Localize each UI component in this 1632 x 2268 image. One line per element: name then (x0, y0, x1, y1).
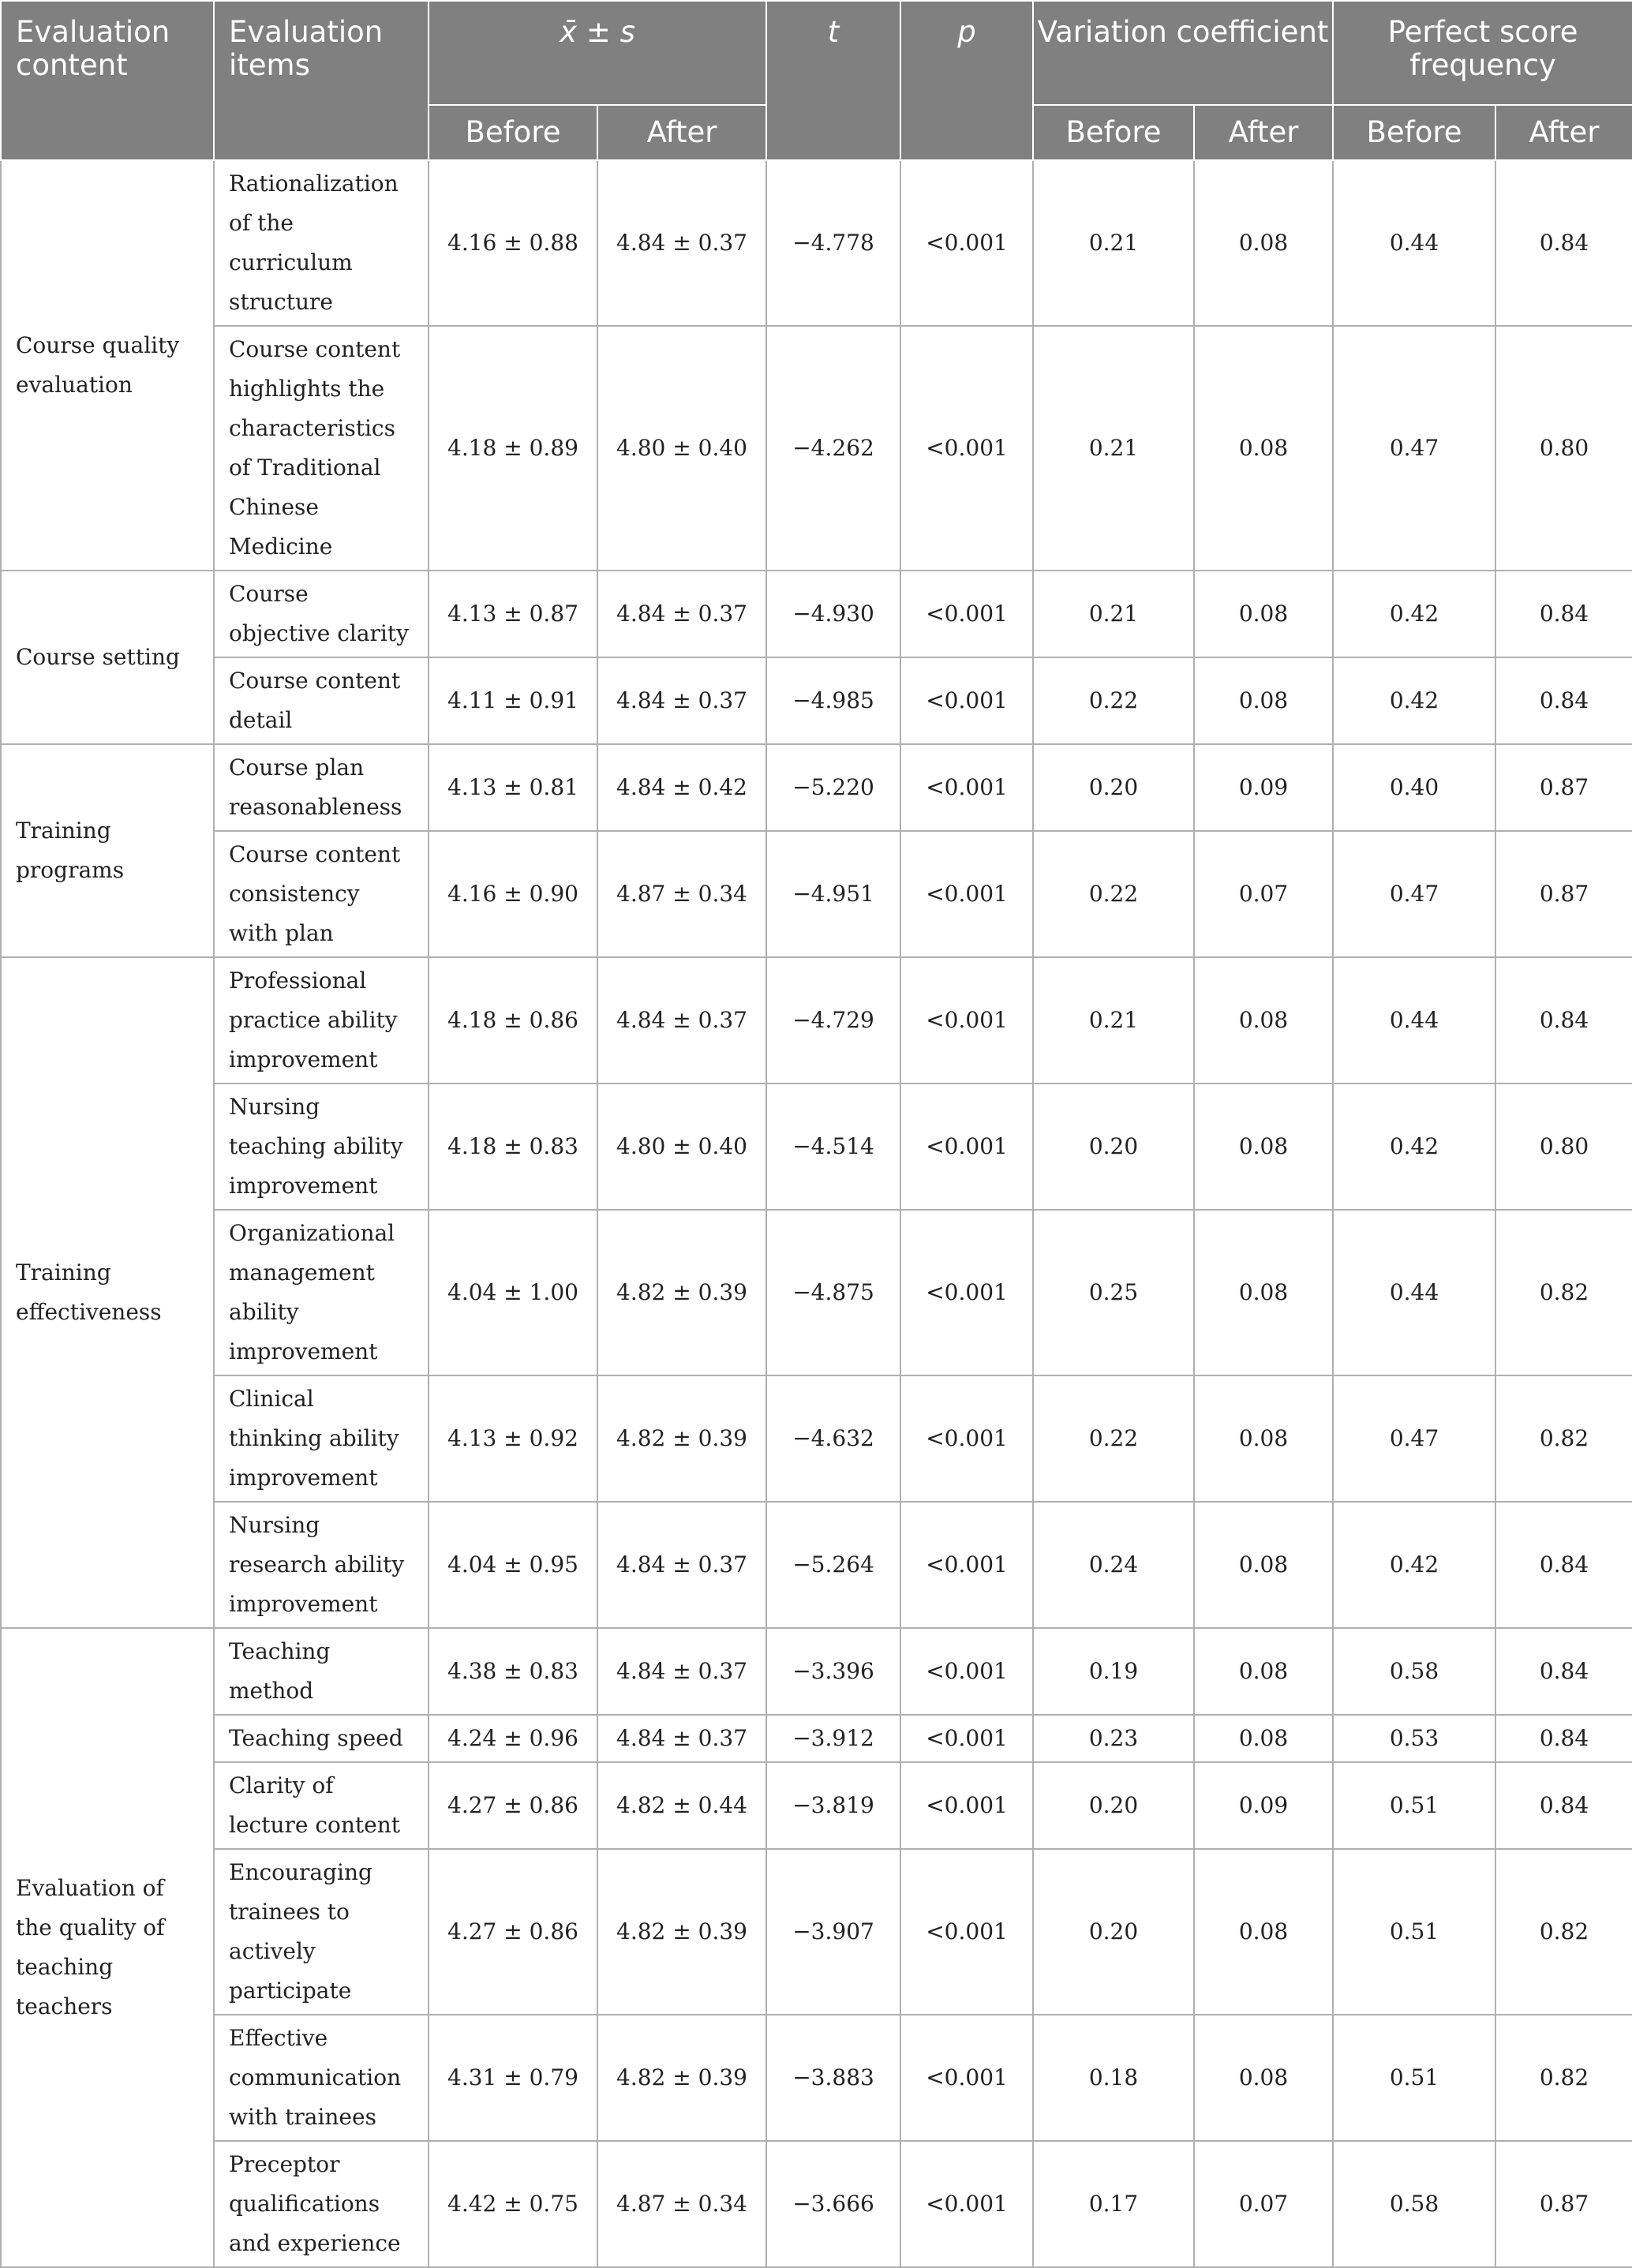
mean-before-cell: 4.13 ± 0.87 (429, 571, 597, 657)
header-mean-sd: x̄ ± s (429, 1, 766, 105)
t-value-cell: −4.632 (766, 1375, 900, 1502)
psf-after-cell: 0.84 (1495, 657, 1632, 744)
mean-after-cell: 4.84 ± 0.37 (597, 160, 766, 326)
mean-before-cell: 4.18 ± 0.83 (429, 1083, 597, 1210)
psf-before-cell: 0.51 (1333, 1762, 1495, 1849)
evaluation-content-cell: Training programs (1, 744, 214, 957)
psf-before-cell: 0.51 (1333, 1849, 1495, 2015)
psf-before-cell: 0.58 (1333, 1628, 1495, 1715)
cv-before-cell: 0.21 (1033, 957, 1194, 1083)
cv-before-cell: 0.20 (1033, 1849, 1194, 2015)
cv-before-cell: 0.21 (1033, 326, 1194, 571)
cv-before-cell: 0.21 (1033, 160, 1194, 326)
table-row (1, 571, 1632, 657)
mean-before-cell: 4.27 ± 0.86 (429, 1849, 597, 2015)
evaluation-item-cell: Course objective clarity (214, 571, 429, 657)
p-value-cell: <0.001 (900, 831, 1033, 957)
evaluation-item-cell: Teaching method (214, 1628, 429, 1715)
table-row (1, 326, 1632, 571)
psf-before-cell: 0.42 (1333, 1502, 1495, 1628)
p-value-cell: <0.001 (900, 571, 1033, 657)
t-value-cell: −3.912 (766, 1715, 900, 1762)
psf-before-cell: 0.44 (1333, 160, 1495, 326)
p-value-cell: <0.001 (900, 1083, 1033, 1210)
header-psf-before: Before (1333, 105, 1495, 160)
cv-after-cell: 0.08 (1194, 2015, 1333, 2141)
mean-before-cell: 4.04 ± 1.00 (429, 1210, 597, 1375)
p-value-cell: <0.001 (900, 326, 1033, 571)
p-value-cell: <0.001 (900, 2141, 1033, 2267)
mean-after-cell: 4.84 ± 0.42 (597, 744, 766, 831)
table-row (1, 2141, 1632, 2267)
psf-before-cell: 0.42 (1333, 571, 1495, 657)
psf-after-cell: 0.84 (1495, 1502, 1632, 1628)
header-p: p (900, 1, 1033, 160)
t-value-cell: −3.666 (766, 2141, 900, 2267)
mean-after-cell: 4.87 ± 0.34 (597, 831, 766, 957)
evaluation-item-cell: Nursing research ability improvement (214, 1502, 429, 1628)
p-value-cell: <0.001 (900, 657, 1033, 744)
mean-after-cell: 4.87 ± 0.34 (597, 2141, 766, 2267)
cv-after-cell: 0.08 (1194, 1375, 1333, 1502)
mean-before-cell: 4.16 ± 0.90 (429, 831, 597, 957)
p-value-cell: <0.001 (900, 957, 1033, 1083)
table-body (1, 160, 1632, 2267)
cv-before-cell: 0.20 (1033, 744, 1194, 831)
header-psf-after: After (1495, 105, 1632, 160)
mean-before-cell: 4.24 ± 0.96 (429, 1715, 597, 1762)
cv-after-cell: 0.09 (1194, 744, 1333, 831)
header-t: t (766, 1, 900, 160)
cv-before-cell: 0.22 (1033, 1375, 1194, 1502)
table-row (1, 1849, 1632, 2015)
psf-before-cell: 0.44 (1333, 957, 1495, 1083)
evaluation-item-cell: Course content consistency with plan (214, 831, 429, 957)
cv-after-cell: 0.07 (1194, 2141, 1333, 2267)
evaluation-item-cell: Teaching speed (214, 1715, 429, 1762)
cv-after-cell: 0.08 (1194, 1210, 1333, 1375)
psf-after-cell: 0.84 (1495, 1715, 1632, 1762)
psf-after-cell: 0.87 (1495, 831, 1632, 957)
cv-before-cell: 0.25 (1033, 1210, 1194, 1375)
evaluation-item-cell: Professional practice ability improvement (214, 957, 429, 1083)
evaluation-item-cell: Rationalization of the curriculum structure (214, 160, 429, 326)
p-value-cell: <0.001 (900, 2015, 1033, 2141)
cv-before-cell: 0.20 (1033, 1762, 1194, 1849)
psf-after-cell: 0.80 (1495, 326, 1632, 571)
psf-after-cell: 0.82 (1495, 1375, 1632, 1502)
evaluation-item-cell: Effective communication with trainees (214, 2015, 429, 2141)
evaluation-content-cell: Evaluation of the quality of teaching teachers (1, 1628, 214, 2267)
t-value-cell: −5.264 (766, 1502, 900, 1628)
t-value-cell: −5.220 (766, 744, 900, 831)
evaluation-item-cell: Course content highlights the characteristics of Traditional Chinese Medicine (214, 326, 429, 571)
p-value-cell: <0.001 (900, 744, 1033, 831)
t-value-cell: −3.907 (766, 1849, 900, 2015)
header-cv-before: Before (1033, 105, 1194, 160)
evaluation-item-cell: Organizational management ability improvement (214, 1210, 429, 1375)
mean-after-cell: 4.82 ± 0.39 (597, 1375, 766, 1502)
header-mean-before: Before (429, 105, 597, 160)
table-row (1, 657, 1632, 744)
psf-before-cell: 0.42 (1333, 657, 1495, 744)
mean-before-cell: 4.16 ± 0.88 (429, 160, 597, 326)
p-value-cell: <0.001 (900, 160, 1033, 326)
evaluation-item-cell: Clinical thinking ability improvement (214, 1375, 429, 1502)
header-variation-coefficient: Variation coefficient (1033, 1, 1333, 105)
table-row (1, 2015, 1632, 2141)
table-row (1, 1502, 1632, 1628)
t-value-cell: −3.819 (766, 1762, 900, 1849)
mean-after-cell: 4.84 ± 0.37 (597, 1715, 766, 1762)
mean-before-cell: 4.27 ± 0.86 (429, 1762, 597, 1849)
cv-after-cell: 0.07 (1194, 831, 1333, 957)
table-row (1, 1375, 1632, 1502)
psf-before-cell: 0.47 (1333, 831, 1495, 957)
psf-after-cell: 0.80 (1495, 1083, 1632, 1210)
mean-before-cell: 4.13 ± 0.81 (429, 744, 597, 831)
cv-after-cell: 0.08 (1194, 657, 1333, 744)
evaluation-item-cell: Nursing teaching ability improvement (214, 1083, 429, 1210)
psf-after-cell: 0.82 (1495, 1210, 1632, 1375)
cv-before-cell: 0.23 (1033, 1715, 1194, 1762)
evaluation-item-cell: Encouraging trainees to actively participate (214, 1849, 429, 2015)
mean-after-cell: 4.82 ± 0.39 (597, 1849, 766, 2015)
cv-after-cell: 0.08 (1194, 1849, 1333, 2015)
mean-before-cell: 4.38 ± 0.83 (429, 1628, 597, 1715)
psf-after-cell: 0.84 (1495, 957, 1632, 1083)
t-value-cell: −4.262 (766, 326, 900, 571)
mean-before-cell: 4.42 ± 0.75 (429, 2141, 597, 2267)
psf-after-cell: 0.84 (1495, 160, 1632, 326)
mean-after-cell: 4.84 ± 0.37 (597, 1628, 766, 1715)
cv-before-cell: 0.20 (1033, 1083, 1194, 1210)
mean-before-cell: 4.11 ± 0.91 (429, 657, 597, 744)
table-header (1, 1, 1632, 160)
evaluation-item-cell: Course content detail (214, 657, 429, 744)
p-value-cell: <0.001 (900, 1715, 1033, 1762)
table-row (1, 1083, 1632, 1210)
psf-before-cell: 0.44 (1333, 1210, 1495, 1375)
cv-after-cell: 0.08 (1194, 1083, 1333, 1210)
header-evaluation-items: Evaluation items (214, 1, 429, 160)
psf-after-cell: 0.84 (1495, 1628, 1632, 1715)
table-row (1, 744, 1632, 831)
table-row (1, 1628, 1632, 1715)
cv-before-cell: 0.17 (1033, 2141, 1194, 2267)
mean-after-cell: 4.84 ± 0.37 (597, 571, 766, 657)
cv-after-cell: 0.08 (1194, 571, 1333, 657)
t-value-cell: −4.875 (766, 1210, 900, 1375)
cv-after-cell: 0.08 (1194, 1628, 1333, 1715)
psf-after-cell: 0.87 (1495, 744, 1632, 831)
mean-before-cell: 4.04 ± 0.95 (429, 1502, 597, 1628)
header-perfect-score-frequency: Perfect score frequency (1333, 1, 1632, 105)
header-evaluation-content: Evaluation content (1, 1, 214, 160)
cv-before-cell: 0.22 (1033, 657, 1194, 744)
t-value-cell: −4.778 (766, 160, 900, 326)
table-row (1, 1762, 1632, 1849)
cv-before-cell: 0.19 (1033, 1628, 1194, 1715)
cv-before-cell: 0.24 (1033, 1502, 1194, 1628)
p-value-cell: <0.001 (900, 1375, 1033, 1502)
psf-before-cell: 0.47 (1333, 326, 1495, 571)
psf-before-cell: 0.47 (1333, 1375, 1495, 1502)
evaluation-content-cell: Course setting (1, 571, 214, 744)
mean-before-cell: 4.18 ± 0.89 (429, 326, 597, 571)
psf-after-cell: 0.82 (1495, 1849, 1632, 2015)
mean-before-cell: 4.13 ± 0.92 (429, 1375, 597, 1502)
psf-after-cell: 0.87 (1495, 2141, 1632, 2267)
header-mean-after: After (597, 105, 766, 160)
mean-before-cell: 4.18 ± 0.86 (429, 957, 597, 1083)
t-value-cell: −4.514 (766, 1083, 900, 1210)
evaluation-content-cell: Training effectiveness (1, 957, 214, 1628)
psf-after-cell: 0.84 (1495, 571, 1632, 657)
psf-before-cell: 0.42 (1333, 1083, 1495, 1210)
psf-before-cell: 0.51 (1333, 2015, 1495, 2141)
mean-after-cell: 4.84 ± 0.37 (597, 957, 766, 1083)
mean-after-cell: 4.84 ± 0.37 (597, 657, 766, 744)
psf-after-cell: 0.82 (1495, 2015, 1632, 2141)
t-value-cell: −3.396 (766, 1628, 900, 1715)
p-value-cell: <0.001 (900, 1628, 1033, 1715)
p-value-cell: <0.001 (900, 1762, 1033, 1849)
cv-after-cell: 0.08 (1194, 957, 1333, 1083)
p-value-cell: <0.001 (900, 1849, 1033, 2015)
mean-after-cell: 4.82 ± 0.44 (597, 1762, 766, 1849)
cv-after-cell: 0.08 (1194, 326, 1333, 571)
header-cv-after: After (1194, 105, 1333, 160)
t-value-cell: −4.951 (766, 831, 900, 957)
evaluation-item-cell: Clarity of lecture content (214, 1762, 429, 1849)
mean-after-cell: 4.84 ± 0.37 (597, 1502, 766, 1628)
mean-before-cell: 4.31 ± 0.79 (429, 2015, 597, 2141)
table-row (1, 1715, 1632, 1762)
table-row (1, 831, 1632, 957)
cv-before-cell: 0.22 (1033, 831, 1194, 957)
psf-before-cell: 0.40 (1333, 744, 1495, 831)
evaluation-item-cell: Course plan reasonableness (214, 744, 429, 831)
cv-after-cell: 0.08 (1194, 1715, 1333, 1762)
table-row (1, 957, 1632, 1083)
mean-after-cell: 4.80 ± 0.40 (597, 326, 766, 571)
t-value-cell: −4.985 (766, 657, 900, 744)
cv-before-cell: 0.21 (1033, 571, 1194, 657)
table-row (1, 1210, 1632, 1375)
p-value-cell: <0.001 (900, 1502, 1033, 1628)
t-value-cell: −3.883 (766, 2015, 900, 2141)
cv-before-cell: 0.18 (1033, 2015, 1194, 2141)
p-value-cell: <0.001 (900, 1210, 1033, 1375)
cv-after-cell: 0.08 (1194, 1502, 1333, 1628)
psf-before-cell: 0.58 (1333, 2141, 1495, 2267)
t-value-cell: −4.930 (766, 571, 900, 657)
evaluation-item-cell: Preceptor qualifications and experience (214, 2141, 429, 2267)
mean-after-cell: 4.82 ± 0.39 (597, 2015, 766, 2141)
t-value-cell: −4.729 (766, 957, 900, 1083)
evaluation-content-cell: Course quality evaluation (1, 160, 214, 571)
cv-after-cell: 0.09 (1194, 1762, 1333, 1849)
mean-after-cell: 4.80 ± 0.40 (597, 1083, 766, 1210)
psf-before-cell: 0.53 (1333, 1715, 1495, 1762)
cv-after-cell: 0.08 (1194, 160, 1333, 326)
psf-after-cell: 0.84 (1495, 1762, 1632, 1849)
table-row (1, 160, 1632, 326)
mean-after-cell: 4.82 ± 0.39 (597, 1210, 766, 1375)
